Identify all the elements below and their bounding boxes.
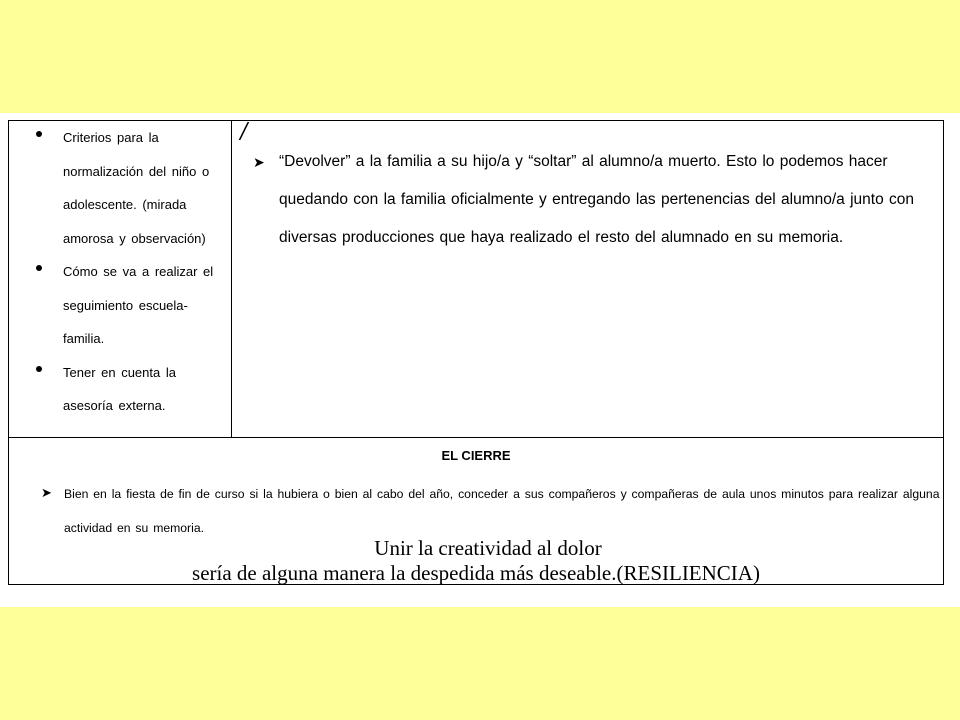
bullet-dot-icon (36, 366, 42, 372)
right-cell (232, 121, 943, 437)
list-item (9, 356, 214, 423)
bullet-dot-icon (36, 265, 42, 271)
criteria-list (9, 121, 231, 423)
arrow-bullet-icon: ➤ (41, 485, 52, 500)
conclusion-line-1: Unir la creatividad al dolor (374, 536, 602, 560)
conclusion-text (9, 536, 943, 586)
devolver-paragraph: “Devolver” a la familia a su hijo/a y “soltar” al alumno/a muerto. Esto lo podemos hacer quedando con la familia oficialmente y entregando las pertenencias del alumno/a junto con diversas producciones que haya realizado el resto del alumnado en su memoria. (279, 153, 914, 246)
content-table (8, 120, 944, 585)
section-title: EL CIERRE (441, 448, 511, 463)
list-item (9, 255, 214, 356)
slash-mark: / (237, 119, 250, 144)
cierre-cell (9, 438, 943, 584)
list-item-text: Cómo se va a realizar el seguimiento escuela-familia. (63, 264, 214, 346)
cierre-paragraph: Bien en la fiesta de fin de curso si la hubiera o bien al cabo del año, conceder a sus compañeros y compañeras de aula unos minutos para realizar alguna actividad en su memoria. (64, 487, 940, 535)
list-item-text: Tener en cuenta la asesoría externa. (63, 364, 176, 413)
list-item-text: Criterios para la normalización del niño o adolescente. (mirada amorosa y observación) (63, 130, 210, 246)
left-cell (9, 121, 231, 437)
list-item (9, 121, 224, 255)
document-sheet (0, 113, 960, 607)
conclusion-line-2: sería de alguna manera la despedida más deseable.(RESILIENCIA) (192, 561, 760, 585)
arrow-bullet-icon: ➤ (253, 154, 265, 170)
bullet-dot-icon (36, 131, 42, 137)
